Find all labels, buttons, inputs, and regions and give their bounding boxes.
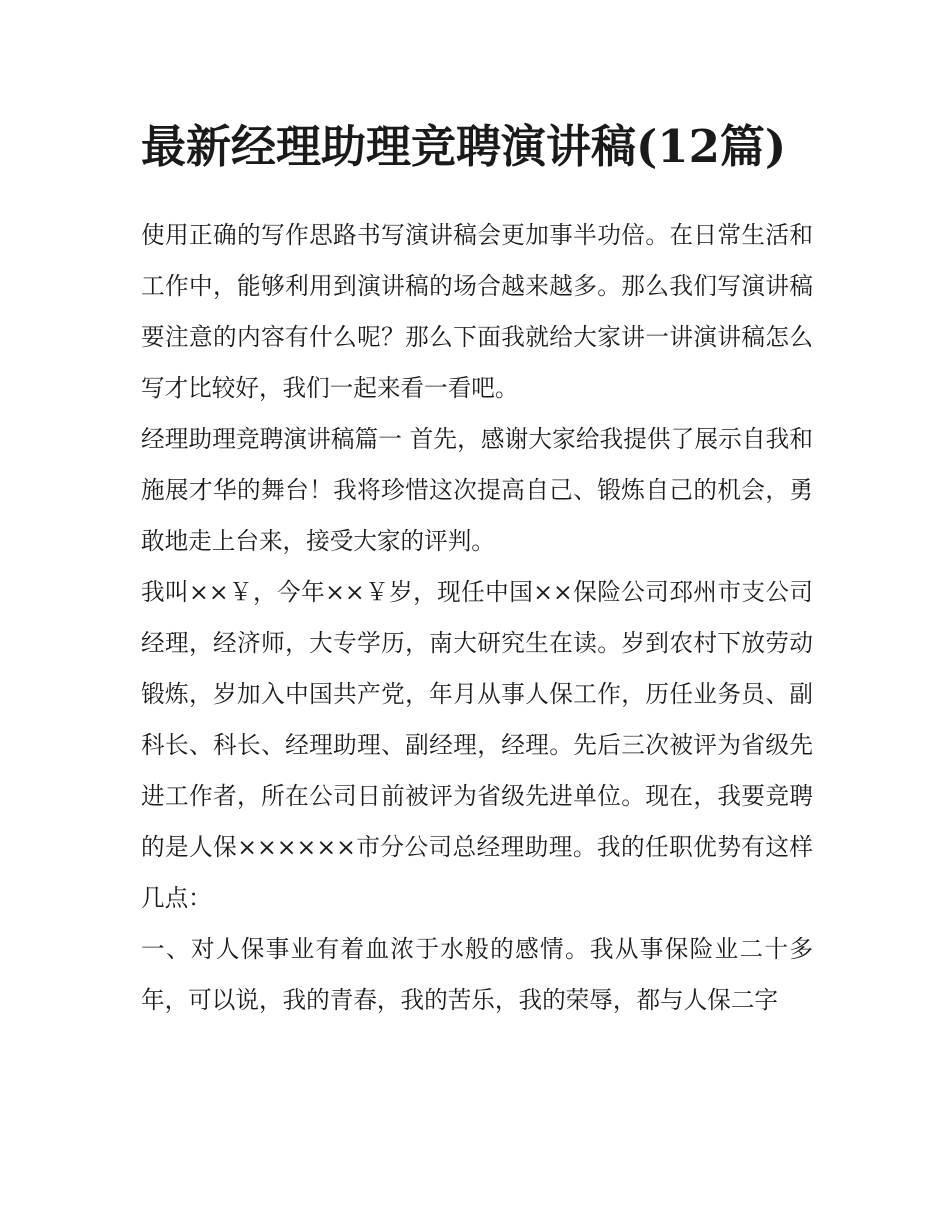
paragraph-opening: 经理助理竞聘演讲稿篇一 首先，感谢大家给我提供了展示自我和施展才华的舞台！我将珍惜这次提高自己、锻炼自己的机会，勇敢地走上台来，接受大家的评判。 [141,425,813,555]
document-page [141,112,813,1026]
document-title: 最新经理助理竞聘演讲稿(12篇) [141,120,787,173]
paragraph-intro: 使用正确的写作思路书写演讲稿会更加事半功倍。在日常生活和工作中，能够利用到演讲稿的场合越来越多。那么我们写演讲稿要注意的内容有什么呢？那么下面我就给大家讲一讲演讲稿怎么写才比较好，我们一起来看一看吧。 [141,221,813,402]
paragraph-point-one: 一、对人保事业有着血浓于水般的感情。我从事保险业二十多年，可以说，我的青春，我的苦乐，我的荣辱，都与人保二字 [141,935,813,1014]
paragraph-self-introduction: 我叫××￥，今年××￥岁，现任中国××保险公司邳州市支公司经理，经济师，大专学历，南大研究生在读。岁到农村下放劳动锻炼，岁加入中国共产党，年月从事人保工作，历任业务员、副科长、科长、经理助理、副经理，经理。先后三次被评为省级先进工作者，所在公司日前被评为省级先进单位。现在，我要竞聘的是人保××××××市分公司总经理助理。我的任职优势有这样几点： [141,578,813,912]
